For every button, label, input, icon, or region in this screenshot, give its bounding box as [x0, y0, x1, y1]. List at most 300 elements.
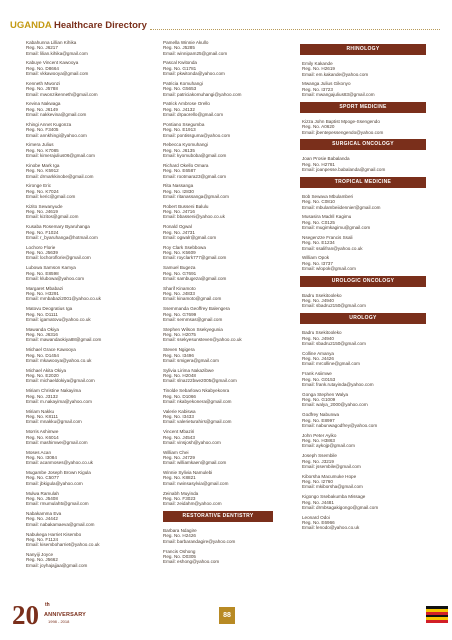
directory-entry	[302, 453, 424, 469]
directory-entry	[163, 163, 273, 179]
entry-email: Email: keric@gmail.com	[26, 193, 76, 199]
directory-entry	[163, 306, 273, 322]
entry-name: Musasira Madril Kagimu	[302, 214, 352, 220]
entry-reg-no: Reg. No. F3023	[163, 495, 196, 501]
entry-reg-no: Reg. No. E6966	[302, 520, 335, 526]
entry-name: John Peter Ayiko	[302, 432, 337, 438]
directory-entry	[163, 470, 273, 486]
entry-email: Email: ssalifran@yahoo.co.uk	[302, 245, 363, 251]
directory-entry	[26, 204, 126, 220]
entry-reg-no: Reg. No. H3863	[302, 438, 335, 444]
directory-entry	[163, 142, 273, 158]
directory-entry	[302, 81, 424, 97]
section-header: UROLOGY	[300, 313, 426, 324]
section-header: TROPICAL MEDICINE	[300, 177, 426, 188]
entry-email: Email: drmarkkinobe@gmail.com	[26, 173, 94, 179]
entry-name: Winnie Sylivia Namulebi	[163, 470, 213, 476]
directory-entry	[26, 470, 126, 486]
directory-entry	[163, 245, 273, 261]
entry-email: Email: mwangajulius83@gmail.com	[302, 92, 375, 98]
entry-email: Email: kimerajulius06@gmail.com	[26, 153, 95, 159]
entry-email: Email: jssembile@gmail.com	[302, 463, 361, 469]
directory-entry	[26, 122, 126, 138]
entry-reg-no: Reg. No. J5639	[26, 250, 58, 256]
entry-email: Email: drmbsagakigongo@gmail.com	[302, 504, 379, 510]
entry-name: Miriam Nakku	[26, 408, 55, 414]
entry-name: William Opok	[302, 255, 330, 261]
entry-reg-no: Reg. No. D1454	[26, 352, 59, 358]
directory-entry	[163, 122, 273, 138]
column-1	[26, 40, 126, 573]
entry-reg-no: Reg. No. E8997	[302, 417, 335, 423]
directory-entry	[163, 183, 273, 199]
entry-email: Email: mmbabazi2001@yahoo.co.uk	[26, 296, 101, 302]
entry-reg-no: Reg. No. K6014	[26, 434, 59, 440]
entry-email: Email: mugimkagimu@gmail.com	[302, 225, 371, 231]
entry-email: Email: pkwitonda@yahoo.com	[163, 71, 225, 77]
entry-email: Email: vinsjosh@yahoo.com	[163, 439, 221, 445]
entry-reg-no: Reg. No. E1234	[302, 240, 335, 246]
entry-name: Nabakamma Eva	[26, 511, 62, 517]
entry-email: Email: ogwalr@gmail.com	[163, 234, 217, 240]
entry-name: Badru Ssekitooleko	[302, 330, 342, 336]
directory-entry	[302, 255, 424, 271]
entry-name: Ssemmanda Geoffrey Balengera	[163, 306, 230, 312]
column-2	[163, 40, 273, 569]
entry-reg-no: Reg. No. J4426	[302, 356, 334, 362]
entry-email: Email: smigera@gmail.com	[163, 357, 219, 363]
directory-entry	[26, 388, 126, 404]
entry-name: Matovu Deogratius Iga	[26, 306, 73, 312]
entry-name: Kusaba Rosemary Byaruhanga	[26, 224, 90, 230]
entry-reg-no: Reg. No. J4731	[163, 229, 195, 235]
entry-email: Email: drpaorello@gmail.com	[163, 112, 224, 118]
entry-name: Nanyiji Joyce	[26, 552, 54, 558]
directory-entry	[163, 286, 273, 302]
page-number: 88	[219, 607, 235, 624]
entry-reg-no: Reg. No. H2426	[163, 533, 196, 539]
entry-reg-no: Reg. No. D1066	[163, 393, 196, 399]
entry-reg-no: Reg. No. I3496	[163, 352, 194, 358]
entry-reg-no: Reg. No. C0810	[302, 199, 335, 205]
entry-reg-no: Reg. No. A0620	[302, 124, 335, 130]
entry-email: Email: frank.rutayinda@yahoo.com	[302, 381, 374, 387]
entry-name: Richard Okello Omara	[163, 162, 209, 168]
entry-name: Mawanda Okiya	[26, 326, 59, 332]
entry-email: Email: kizitos@gmail.com	[26, 214, 79, 220]
entry-reg-no: Reg. No. I2760	[302, 479, 333, 485]
entry-reg-no: Reg. No. J4619	[26, 209, 58, 215]
entry-name: Morris Ashimwe	[26, 429, 59, 435]
directory-entry	[302, 433, 424, 449]
entry-email: Email: r_byaruhanga@hotmail.com	[26, 234, 98, 240]
directory-entry	[26, 142, 126, 158]
entry-name: Michael Akita Okiya	[26, 367, 67, 373]
entry-name: Lubowa Samson Kamya	[26, 265, 76, 271]
entry-email: Email: mkiborsha@gmail.com	[302, 484, 363, 490]
entry-email: Email: aykojp@gmail.com	[302, 443, 355, 449]
entry-name: Zeinabh Muyinda	[163, 490, 199, 496]
directory-entry	[302, 194, 424, 210]
directory-entry	[26, 368, 126, 384]
directory-entry	[26, 183, 126, 199]
entry-email: Email: jbentepessengendo@yahoo.com	[302, 129, 384, 135]
entry-reg-no: Reg. No. E6587	[163, 168, 196, 174]
entry-reg-no: Reg. No. C0125	[302, 219, 335, 225]
entry-email: Email: lilian.kihika@gmail.com	[26, 50, 88, 56]
entry-reg-no: Reg. No. J4442	[26, 516, 58, 522]
entry-reg-no: Reg. No. J4940	[302, 298, 334, 304]
entry-reg-no: Reg. No. I3737	[302, 260, 333, 266]
entry-reg-no: Reg. No. D8664	[26, 65, 59, 71]
directory-entry	[302, 392, 424, 408]
section-header: RESTORATIVE DENTISTRY	[163, 511, 273, 522]
directory-entry	[163, 60, 273, 76]
directory-entry	[26, 306, 126, 322]
entry-reg-no: Reg. No. J4481	[302, 499, 334, 505]
entry-name: Kizza John Baptist Mpoge-Ssengendo	[302, 118, 380, 124]
directory-entry	[163, 450, 273, 466]
directory-entry	[26, 552, 126, 568]
directory-entry	[26, 286, 126, 302]
entry-reg-no: Reg. No. G7699	[163, 311, 197, 317]
section-header: SURGICAL ONCOLOGY	[300, 139, 426, 150]
entry-reg-no: Reg. No. D0305	[163, 553, 196, 559]
entry-email: Email: ssekyesunsteven@yahoo.co.uk	[163, 337, 242, 343]
entry-email: Email: semmsas@gmail.com	[163, 316, 223, 322]
entry-name: Patricia Komuhangi	[163, 80, 203, 86]
section-header: RHINOLOGY	[300, 44, 426, 55]
directory-entry	[26, 409, 126, 425]
directory-entry	[302, 235, 424, 251]
entry-email: Email: nabakamaeva@gmail.com	[26, 521, 95, 527]
entry-reg-no: Reg. No. K8821	[163, 475, 196, 481]
entry-name: Samuel Bugeza	[163, 265, 196, 271]
entry-name: Rita Nassanga	[163, 183, 194, 189]
directory-entry	[163, 528, 273, 544]
entry-reg-no: Reg. No. J6316	[26, 332, 58, 338]
entry-name: Kevina Nakwaga	[26, 101, 61, 107]
entry-name: Stephen Wilson Ssekyegunia	[163, 326, 223, 332]
directory-entry	[163, 265, 273, 281]
entry-email: Email: nakkevina@gmail.com	[26, 112, 87, 118]
header-dotted-rule	[150, 29, 440, 30]
entry-name: Mwanga Julius Gikonyo	[302, 81, 351, 87]
entry-reg-no: Reg. No. J3132	[26, 393, 58, 399]
entry-name: Francis Oshong	[163, 548, 196, 554]
entry-reg-no: Reg. No. G1781	[163, 65, 197, 71]
directory-entry	[26, 224, 126, 240]
entry-name: Rebecca Kyomuhangi	[163, 142, 208, 148]
directory-entry	[163, 101, 273, 117]
directory-entry	[163, 224, 273, 240]
entry-name: Kimera Julius	[26, 142, 54, 148]
entry-name: Vincent Mbaziri	[163, 429, 195, 435]
directory-entry	[302, 214, 424, 230]
uganda-flag-icon	[426, 606, 448, 623]
entry-email: Email: barbarandagire@yahoo.com	[163, 538, 236, 544]
directory-entry	[163, 549, 273, 565]
entry-name: Nabukega Harriet Kisembo	[26, 531, 82, 537]
entry-reg-no: Reg. No. K5912	[26, 168, 59, 174]
entry-name: Kabahunna Lillian Kihika	[26, 40, 77, 45]
entry-email: Email: walya_2000@yahoo.com	[302, 402, 368, 408]
entry-name: Steven Ngigera	[163, 347, 195, 353]
directory-entry	[26, 450, 126, 466]
entry-email: Email: jbkigula@yahoo.com	[26, 480, 83, 486]
entry-email: Email: kyomuboba@gmail.com	[163, 153, 227, 159]
entry-email: Email: valerieturahirs@gmail.com	[163, 419, 232, 425]
entry-name: Badru Ssekitooleko	[302, 292, 342, 298]
directory-entry	[302, 351, 424, 367]
entry-name: Bob Sewava Mbulamberi	[302, 193, 354, 199]
entry-name: Moses Acan	[26, 449, 52, 455]
entry-reg-no: Reg. No. G7691	[163, 270, 197, 276]
entry-reg-no: Reg. No. K7024	[26, 188, 59, 194]
directory-entry	[302, 293, 424, 309]
entry-email: Email: kinamoto@gmail.com	[163, 296, 222, 302]
brand-uganda: UGANDA	[10, 20, 52, 31]
entry-name: Robert Busseni Balulu	[163, 203, 209, 209]
directory-entry	[163, 409, 273, 425]
entry-reg-no: Reg. No. J6217	[26, 45, 58, 51]
directory-entry	[26, 60, 126, 76]
directory-entry	[302, 330, 424, 346]
entry-name: Mugambe Joseph Brown Kigula	[26, 470, 91, 476]
logo-years: 1998 - 2018	[48, 619, 70, 624]
entry-email: Email: mbulambeiidennier@gmail.com	[302, 204, 381, 210]
directory-entry	[302, 371, 424, 387]
entry-email: Email: royclark777@gmail.com	[163, 255, 227, 261]
entry-reg-no: Reg. No. C5077	[26, 475, 59, 481]
directory-entry	[163, 388, 273, 404]
entry-email: Email: nkabyekonera@gmail.com	[163, 398, 232, 404]
directory-entry	[163, 327, 273, 343]
entry-reg-no: Reg. No. J5788	[26, 86, 58, 92]
entry-email: Email: mrcolline@gmail.com	[302, 361, 361, 367]
directory-entry	[302, 412, 424, 428]
entry-reg-no: Reg. No. J5285	[163, 45, 195, 51]
entry-reg-no: Reg. No. E1913	[163, 127, 196, 133]
entry-email: Email: rootmara23@gmail.com	[163, 173, 227, 179]
entry-reg-no: Reg. No. J4132	[163, 106, 195, 112]
directory-entry	[163, 347, 273, 363]
entry-reg-no: Reg. No. E2020	[26, 373, 59, 379]
entry-name: Patrick Ambrose Orello	[163, 101, 210, 107]
entry-name: Kabuye Vincent Kawooya	[26, 60, 79, 66]
entry-name: Kizito Sewanyude	[26, 203, 63, 209]
entry-reg-no: Reg. No. F1024	[26, 229, 59, 235]
entry-name: Michael Grace Kawooya	[26, 347, 76, 353]
entry-reg-no: Reg. No. J4940	[302, 335, 334, 341]
entry-name: Joseph Ssembile	[302, 453, 337, 459]
directory-entry	[302, 61, 424, 77]
entry-reg-no: Reg. No. J4729	[163, 454, 195, 460]
entry-reg-no: Reg. No. J4543	[163, 434, 195, 440]
entry-email: Email: sbadru2150@gmail.com	[302, 340, 366, 346]
entry-reg-no: Reg. No. J5408	[26, 495, 58, 501]
entry-email: Email: mawandaokiya88@gmail.com	[26, 337, 102, 343]
entry-name: Sharif Kinamoto	[163, 285, 196, 291]
entry-email: Email: pontissguma@yahoo.com	[163, 132, 231, 138]
entry-reg-no: Reg. No. F1124	[26, 536, 59, 542]
entry-email: Email: igamatovu@yahoo.co.uk	[26, 316, 91, 322]
section-header: UROLOGIC ONCOLOGY	[300, 276, 426, 287]
entry-email: Email: mwonzikenneth@gmail.com	[26, 91, 98, 97]
entry-reg-no: Reg. No. K5609	[163, 250, 196, 256]
directory-entry	[163, 40, 273, 56]
page-header	[0, 0, 452, 34]
directory-entry	[26, 265, 126, 281]
entry-email: Email: nabunwagodfrey@yahoo.com	[302, 422, 378, 428]
entry-reg-no: Reg. No. J5662	[26, 557, 58, 563]
entry-name: Barbara Ndagire	[163, 528, 197, 534]
entry-email: Email: sambugeza@gmail.com	[163, 275, 227, 281]
entry-reg-no: Reg. No. K8111	[26, 414, 59, 420]
entry-reg-no: Reg. No. F3405	[26, 127, 59, 133]
entry-name: Emily Kakande	[302, 61, 333, 66]
entry-reg-no: Reg. No. J4833	[163, 291, 195, 297]
entry-email: Email: kisemboharriet@yahoo.co.uk	[26, 542, 100, 548]
directory-entry	[163, 368, 273, 384]
entry-name: Roy Clark Ssebbowa	[163, 244, 206, 250]
entry-reg-no: Reg. No. H2781	[302, 161, 335, 167]
directory-entry	[26, 81, 126, 97]
directory-entry	[163, 81, 273, 97]
entry-reg-no: Reg. No. J6149	[26, 106, 58, 112]
entry-email: Email: mashimwe@gmail.com	[26, 439, 88, 445]
entry-name: Godfrey Nabunwa	[302, 412, 340, 418]
entry-reg-no: Reg. No. E8598	[26, 270, 59, 276]
entry-name: Frank Asiimwe	[302, 371, 332, 377]
entry-reg-no: Reg. No. H2619	[302, 66, 335, 72]
anniversary-logo	[12, 600, 87, 636]
entry-email: Email: zeidahm@yahoo.com	[163, 501, 222, 507]
entry-email: Email: wlopok@gmail.com	[302, 265, 356, 271]
directory-entry	[26, 327, 126, 343]
entry-reg-no: Reg. No. J6135	[163, 147, 195, 153]
directory-entry	[26, 511, 126, 527]
entry-reg-no: Reg. No. J3219	[302, 458, 334, 464]
directory-entry	[302, 515, 424, 531]
page-footer	[0, 598, 452, 640]
entry-name: Nsegenzze Francis Ssali	[302, 234, 353, 240]
entry-name: Miriam Christine Nakayima	[26, 388, 81, 394]
entry-email: Email: eshong@yahoo.com	[163, 559, 220, 565]
entry-email: Email: em.kakande@yahoo.com	[302, 71, 369, 77]
entry-name: Kenneth Mwonzi	[26, 80, 60, 86]
entry-email: Email: mnakku@gmail.com	[26, 419, 82, 425]
entry-email: Email: winnipam25@gmail.com	[163, 50, 228, 56]
logo-anniversary-text: ANNIVERSARY	[44, 612, 87, 618]
directory-entry	[26, 532, 126, 548]
directory-entry	[302, 156, 424, 172]
directory-entry	[163, 491, 273, 507]
entry-name: Kigongo Ssebakumba Missage	[302, 494, 366, 500]
directory-entry	[26, 101, 126, 117]
entry-email: Email: nwinsasylvia@gmail.com	[163, 480, 229, 486]
directory-entry	[26, 429, 126, 445]
entry-reg-no: Reg. No. J4716	[163, 209, 195, 215]
entry-name: Leonard Odoi	[302, 514, 330, 520]
entry-name: Lochoro Florie	[26, 244, 56, 250]
directory-entry	[302, 494, 424, 510]
entry-reg-no: Reg. No. K7085	[26, 147, 59, 153]
directory-entry	[26, 163, 126, 179]
entry-reg-no: Reg. No. I3723	[302, 86, 333, 92]
directory-entry	[26, 491, 126, 507]
entry-email: Email: slnazz2bwe2005@gmail.com	[163, 378, 237, 384]
entry-email: Email: klubowa@yahoo.com	[26, 275, 85, 281]
entry-reg-no: Reg. No. G1009	[302, 397, 336, 403]
entry-name: Tinolde Sebarlowo Nkabyekonra	[163, 388, 230, 394]
entry-reg-no: Reg. No. H2048	[163, 373, 196, 379]
section-header: SPORT MEDICINE	[300, 102, 426, 113]
entry-reg-no: Reg. No. G5653	[163, 86, 197, 92]
entry-name: Kironge Eric	[26, 183, 52, 189]
entry-reg-no: Reg. No. G0153	[302, 376, 336, 382]
entry-reg-no: Reg. No. I2830	[163, 188, 194, 194]
logo-number: 20	[12, 600, 39, 630]
directory-entry	[26, 347, 126, 363]
directory-entry	[163, 204, 273, 220]
directory-entry	[163, 429, 273, 445]
entry-name: Khingi Annet Kugonza	[26, 121, 72, 127]
entry-email: Email: lochoroflorie@gmail.com	[26, 255, 91, 261]
brand-healthcare-directory: Healthcare Directory	[51, 20, 147, 31]
entry-email: Email: patriciakomuhangi@yahoo.com	[163, 91, 242, 97]
entry-email: Email: vkkawooya@gmail.com	[26, 71, 89, 77]
entry-email: Email: lenodo@yahoo.co.uk	[302, 525, 360, 531]
entry-email: Email: bbasseni@yahoo.co.uk	[163, 214, 225, 220]
entry-email: Email: williamkaen@gmail.com	[163, 460, 227, 466]
entry-name: Pascal Kwitonda	[163, 60, 197, 66]
logo-ordinal: th	[45, 602, 50, 608]
directory-title	[10, 20, 147, 31]
entry-name: Gonga Stephen Walya	[302, 391, 349, 397]
entry-name: William Chei	[163, 449, 189, 455]
entry-email: Email: ritanassanga@gmail.com	[163, 193, 229, 199]
entry-reg-no: Reg. No. H2075	[163, 332, 196, 338]
entry-name: Ronald Ogwal	[163, 224, 192, 230]
entry-name: Margaret Mbabazi	[26, 285, 64, 291]
entry-name: Pamella Winnie Akullo	[163, 40, 209, 45]
entry-name: Kiborsha Macumuke Hope	[302, 473, 357, 479]
entry-name: Colline Amanya	[302, 350, 334, 356]
entry-reg-no: Reg. No. D1111	[26, 311, 58, 317]
entry-name: Valerie Kabiswa	[163, 408, 196, 414]
entry-email: Email: michaeldokiya@gmail.com	[26, 378, 95, 384]
entry-email: Email: m.nakayima@yahoo.com	[26, 398, 92, 404]
entry-email: Email: joanpesse.babalanda@gmail.com	[302, 167, 386, 173]
entry-email: Email: rmumulah5@gmail.com	[26, 501, 89, 507]
entry-name: Joan Prosie Babalanda	[302, 156, 350, 162]
column-3	[302, 40, 424, 535]
entry-email: Email: mkawooya@yahoo.co.uk	[26, 357, 92, 363]
directory-entry	[302, 119, 424, 135]
entry-name: Mulwa Ramulah	[26, 490, 59, 496]
entry-email: Email: annkhingi@yahoo.com	[26, 132, 87, 138]
directory-entry	[26, 245, 126, 261]
entry-reg-no: Reg. No. H3291	[26, 291, 59, 297]
entry-email: Email: sbadru2150@gmail.com	[302, 303, 366, 309]
directory-entry	[26, 40, 126, 56]
directory-entry	[302, 474, 424, 490]
entry-name: Kinobe Mark Iga	[26, 162, 60, 168]
entry-email: Email: acanmoses@yahoo.co.uk	[26, 460, 93, 466]
entry-name: Pontiano Ssegumba	[163, 121, 205, 127]
entry-reg-no: Reg. No. I3433	[163, 414, 194, 420]
